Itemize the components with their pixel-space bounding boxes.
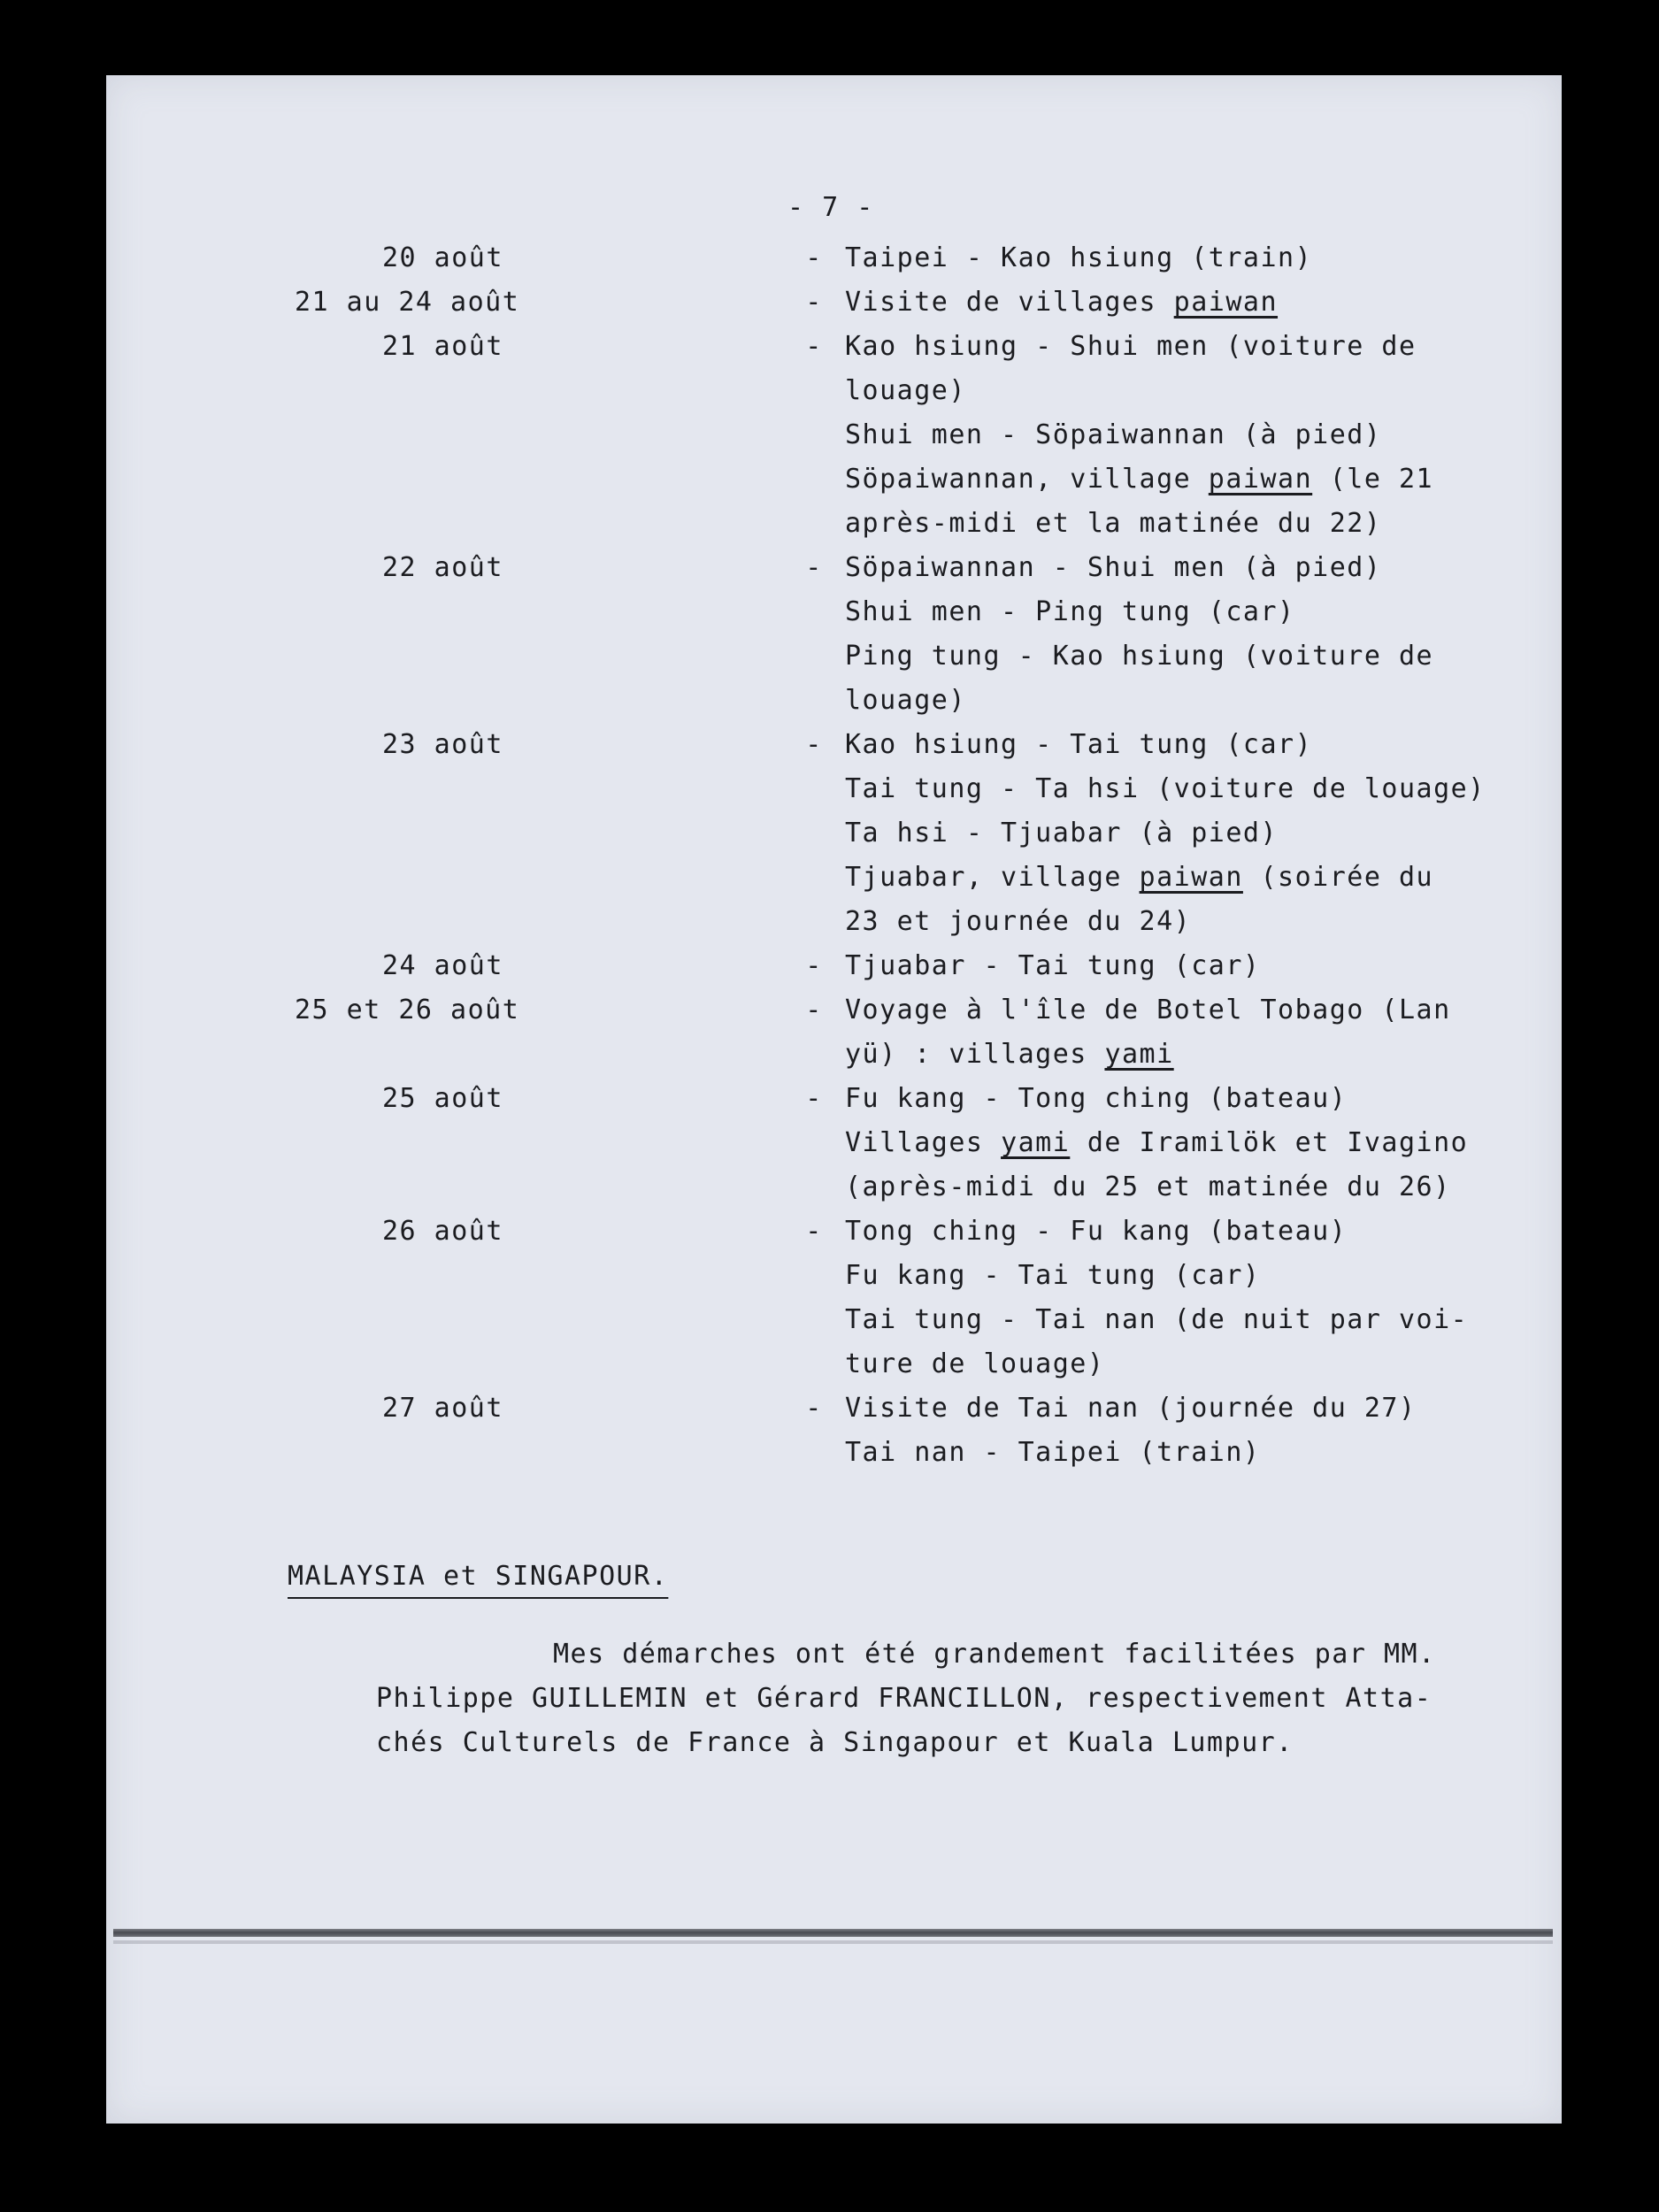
entry-text: Shui men - Ping tung (car) <box>845 596 1295 627</box>
entry-text: Visite de Tai nan (journée du 27) <box>845 1393 1417 1424</box>
date-22-aout: 22 août <box>382 552 503 583</box>
paragraph-line: chés Culturels de France à Singapour et Kuala Lumpur. <box>376 1727 1294 1758</box>
page-fold-line <box>113 1929 1553 1937</box>
underlined-word: paiwan <box>1139 862 1243 893</box>
entry-text <box>845 856 1433 900</box>
entry-text <box>845 280 1278 325</box>
date-21-au-24-aout: 21 au 24 août <box>295 287 520 318</box>
entry-text: Tai tung - Tai nan (de nuit par voi- <box>845 1304 1469 1335</box>
date-21-aout: 21 août <box>382 331 503 362</box>
entry-text: louage) <box>845 685 966 716</box>
entry-text <box>845 1033 1174 1077</box>
entry-text: Shui men - Söpaiwannan (à pied) <box>845 419 1382 450</box>
entry-dash: - <box>805 1216 823 1247</box>
entry-text: Kao hsiung - Tai tung (car) <box>845 729 1313 760</box>
page-number: - 7 - <box>787 192 874 223</box>
entry-text: Tai nan - Taipei (train) <box>845 1437 1261 1468</box>
entry-text: Söpaiwannan - Shui men (à pied) <box>845 552 1382 583</box>
section-heading: MALAYSIA et SINGAPOUR. <box>288 1561 669 1592</box>
entry-text: ture de louage) <box>845 1348 1105 1379</box>
entry-text: Voyage à l'île de Botel Tobago (Lan <box>845 995 1451 1025</box>
entry-text: Ping tung - Kao hsiung (voiture de <box>845 641 1434 672</box>
entry-text: Tjuabar - Tai tung (car) <box>845 950 1261 981</box>
entry-dash: - <box>805 995 823 1025</box>
date-27-aout: 27 août <box>382 1393 503 1424</box>
entry-dash: - <box>805 552 823 583</box>
entry-text: Taipei - Kao hsiung (train) <box>845 242 1313 273</box>
date-26-aout: 26 août <box>382 1216 503 1247</box>
paragraph-line: Mes démarches ont été grandement facilitées par MM. <box>553 1639 1436 1670</box>
entry-text: louage) <box>845 375 966 406</box>
entry-dash: - <box>805 1083 823 1114</box>
date-23-aout: 23 août <box>382 729 503 760</box>
underlined-word: paiwan <box>1208 464 1313 495</box>
entry-text: (après-midi du 25 et matinée du 26) <box>845 1171 1451 1202</box>
entry-dash: - <box>805 1393 823 1424</box>
entry-text: Kao hsiung - Shui men (voiture de <box>845 331 1417 362</box>
entry-dash: - <box>805 950 823 981</box>
date-25-et-26-aout: 25 et 26 août <box>295 995 520 1025</box>
entry-dash: - <box>805 242 823 273</box>
document-page <box>106 75 1562 2124</box>
entry-text <box>845 1121 1468 1165</box>
entry-text: Tong ching - Fu kang (bateau) <box>845 1216 1348 1247</box>
date-24-aout: 24 août <box>382 950 503 981</box>
paragraph-line: Philippe GUILLEMIN et Gérard FRANCILLON, respectivement Atta- <box>376 1683 1432 1714</box>
entry-text-part: Visite de villages <box>845 287 1174 318</box>
underlined-word: paiwan <box>1173 287 1279 318</box>
entry-text: Fu kang - Tong ching (bateau) <box>845 1083 1348 1114</box>
date-25-aout: 25 août <box>382 1083 503 1114</box>
entry-dash: - <box>805 287 823 318</box>
entry-text-part: Söpaiwannan, village <box>845 464 1209 495</box>
entry-text-part: (soirée du <box>1242 862 1434 893</box>
date-20-aout: 20 août <box>382 242 503 273</box>
entry-text-part: (le 21 <box>1312 464 1434 495</box>
entry-dash: - <box>805 331 823 362</box>
entry-text: Ta hsi - Tjuabar (à pied) <box>845 818 1279 849</box>
entry-text-part: yü) : villages <box>845 1039 1105 1070</box>
page-fold-shadow <box>113 1940 1553 1944</box>
entry-dash: - <box>805 729 823 760</box>
entry-text: Fu kang - Tai tung (car) <box>845 1260 1261 1291</box>
underlined-word: yami <box>1001 1127 1071 1158</box>
entry-text-part: de Iramilök et Ivagino <box>1070 1127 1469 1158</box>
entry-text-part: Tjuabar, village <box>845 862 1140 893</box>
entry-text: 23 et journée du 24) <box>845 906 1192 937</box>
entry-text-part: Villages <box>845 1127 1002 1158</box>
entry-text: après-midi et la matinée du 22) <box>845 508 1382 539</box>
entry-text <box>845 457 1433 502</box>
underlined-word: yami <box>1104 1039 1174 1070</box>
entry-text: Tai tung - Ta hsi (voiture de louage) <box>845 773 1486 804</box>
